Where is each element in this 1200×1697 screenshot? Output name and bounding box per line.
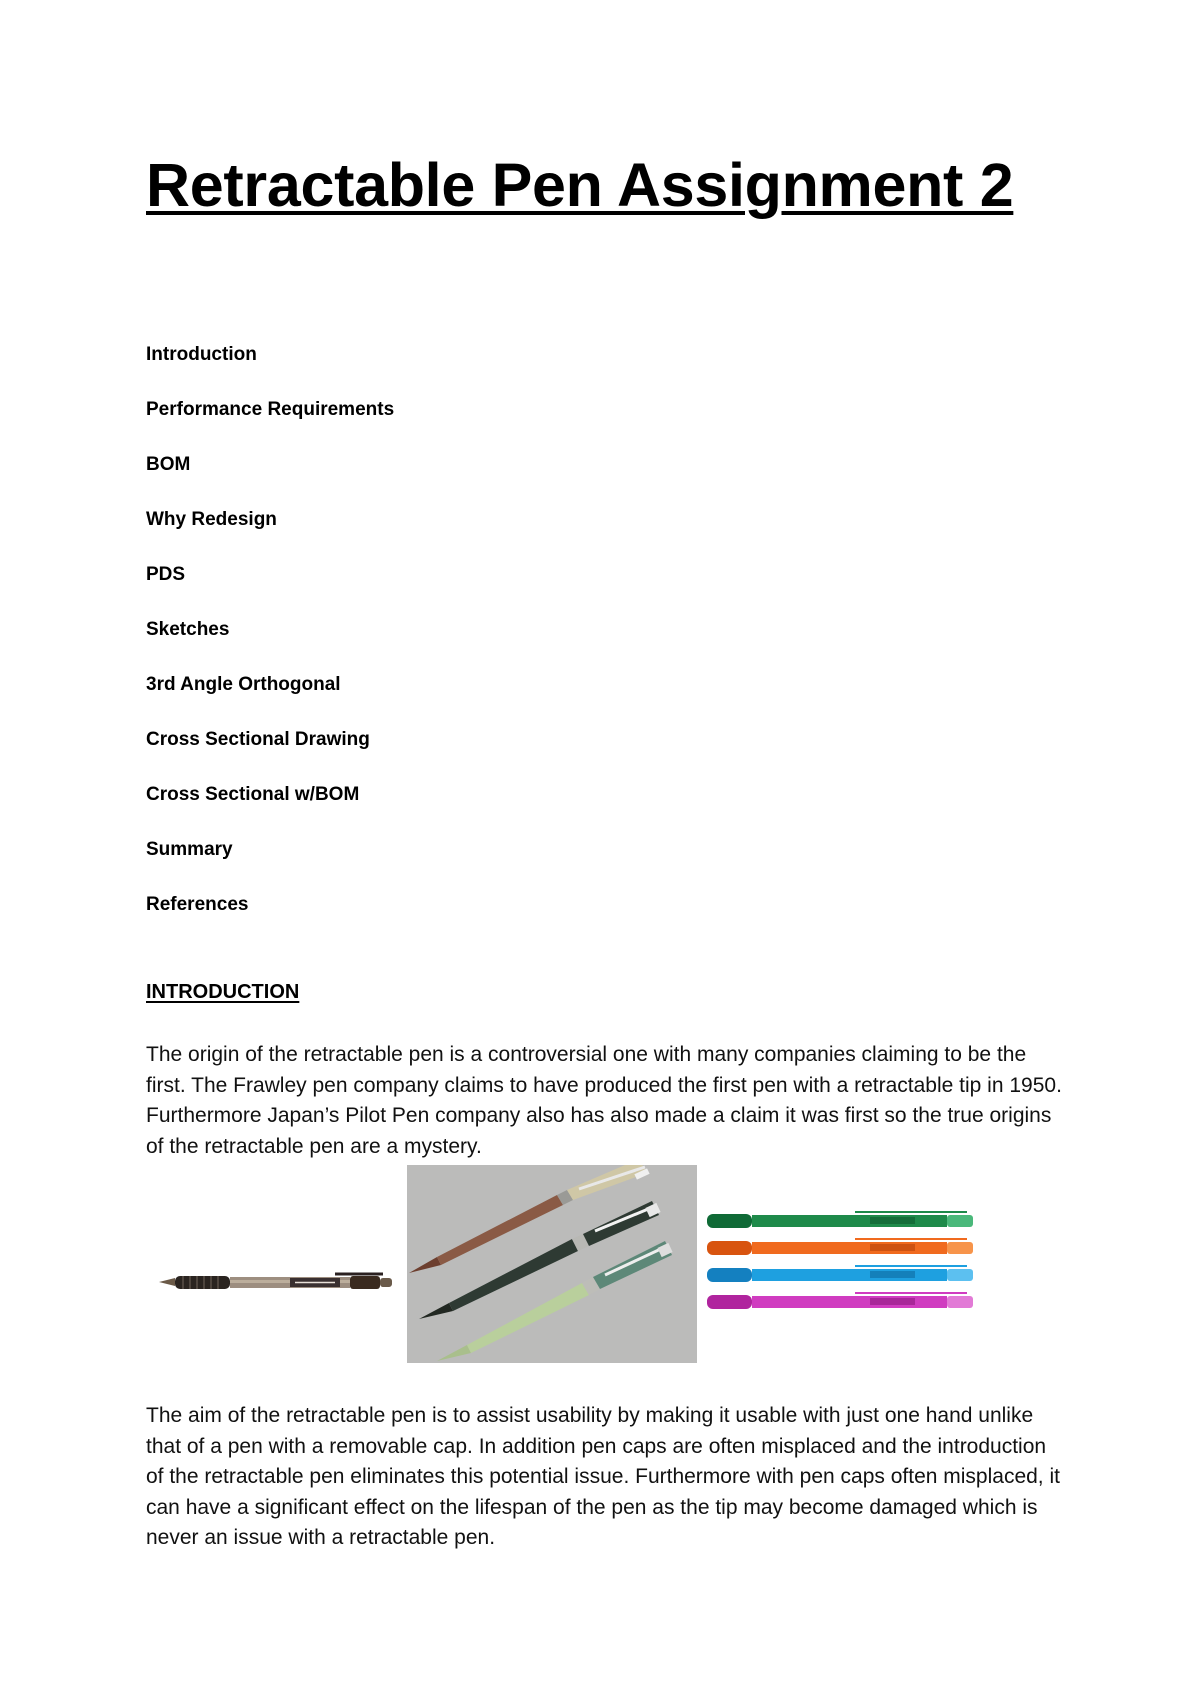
toc-item-bom: BOM [146, 454, 191, 475]
page-title: Retractable Pen Assignment 2 [146, 151, 1014, 219]
introduction-heading: INTRODUCTION [146, 981, 300, 1003]
four-colored-pens-photo [705, 1200, 985, 1330]
introduction-paragraph-1: The origin of the retractable pen is a controversial one with many companies claiming to be the first. The Frawley pen company claims to have produced the first pen with a retractable tip in 1950. Furthermore Japan’s Pilot Pen company also has also made a claim it was first so the true origins of the retractable pen are a mystery. [146, 1043, 1062, 1158]
toc-item-summary: Summary [146, 839, 233, 860]
introduction-paragraph-2: The aim of the retractable pen is to assist usability by making it usable with just one hand unlike that of a pen with a removable cap. In addition pen caps are often misplaced and the introduction of the retractable pen eliminates this potential issue. Furthermore with pen caps often misplaced, it can have a significant effect on the lifespan of the pen as the tip may become damaged which is never an issue with a retractable pen. [146, 1404, 1060, 1549]
toc-item-cross-sectional-drawing: Cross Sectional Drawing [146, 729, 370, 750]
toc-item-pds: PDS [146, 564, 186, 585]
toc-item-3rd-angle-orthogonal: 3rd Angle Orthogonal [146, 674, 341, 695]
toc-item-why-redesign: Why Redesign [146, 509, 277, 530]
toc-item-sketches: Sketches [146, 619, 230, 640]
toc-item-performance-requirements: Performance Requirements [146, 399, 395, 420]
toc-item-references: References [146, 894, 249, 915]
three-retro-pens-photo [407, 1165, 697, 1363]
toc-item-cross-sectional-bom: Cross Sectional w/BOM [146, 784, 360, 805]
single-clear-pen-photo [155, 1240, 400, 1325]
table-of-contents [146, 344, 394, 949]
toc-item-introduction: Introduction [146, 344, 257, 365]
